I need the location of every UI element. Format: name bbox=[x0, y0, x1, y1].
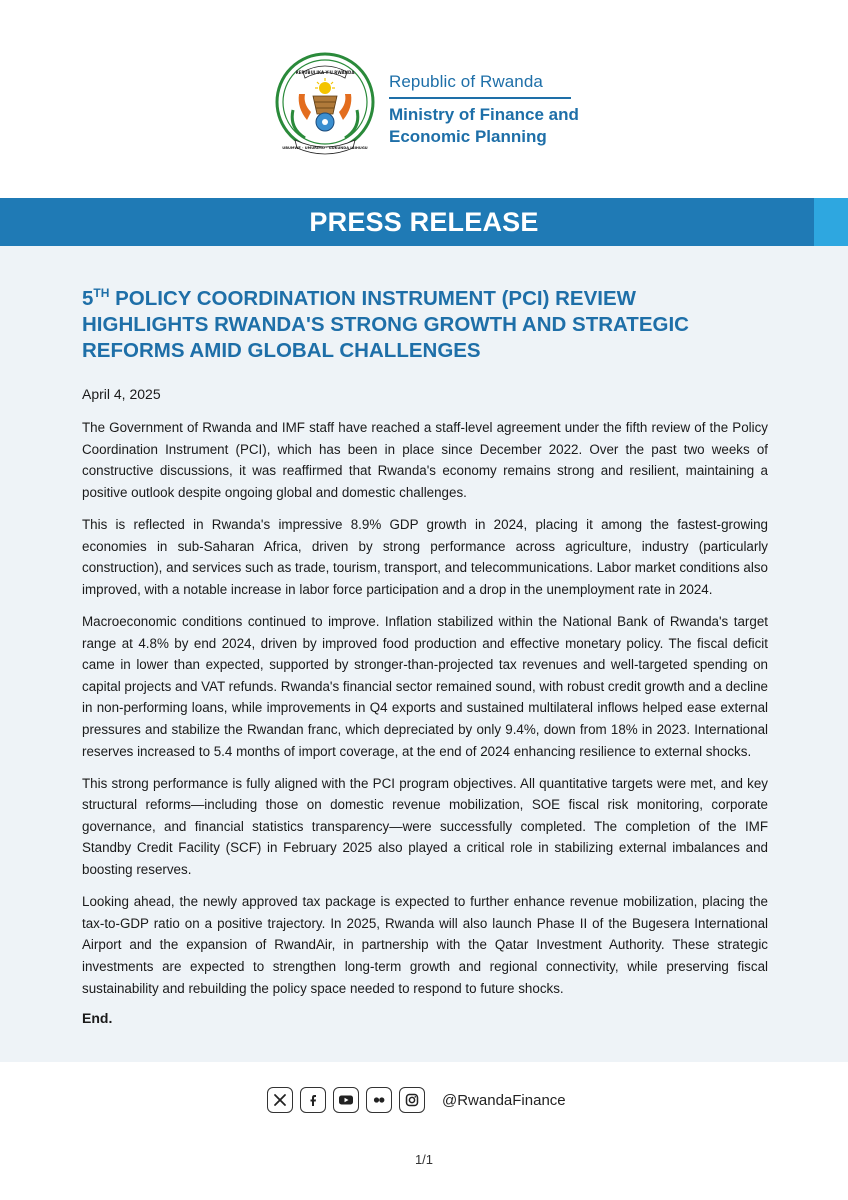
ministry-brand bbox=[389, 72, 579, 148]
headline-line1: POLICY COORDINATION INSTRUMENT (PCI) REVIEW bbox=[109, 287, 636, 310]
brand-ministry-line1: Ministry of Finance and bbox=[389, 104, 579, 124]
social-handle[interactable]: @RwandaFinance bbox=[442, 1091, 566, 1109]
release-date: April 4, 2025 bbox=[82, 386, 161, 402]
headline-line3: REFORMS AMID GLOBAL CHALLENGES bbox=[82, 339, 481, 362]
headline-ordinal: TH bbox=[93, 286, 110, 300]
svg-text:REPUBULIKA Y'U RWANDA: REPUBULIKA Y'U RWANDA bbox=[295, 70, 355, 75]
youtube-icon[interactable] bbox=[333, 1087, 359, 1113]
facebook-icon[interactable] bbox=[300, 1087, 326, 1113]
headline-number: 5 bbox=[82, 287, 94, 310]
page-number: 1/1 bbox=[414, 1152, 434, 1167]
letterhead bbox=[0, 0, 848, 198]
brand-divider bbox=[389, 97, 571, 99]
instagram-icon[interactable] bbox=[399, 1087, 425, 1113]
rwanda-coat-of-arms-seal bbox=[275, 50, 375, 166]
press-release-body bbox=[82, 417, 768, 1026]
paragraph: The Government of Rwanda and IMF staff have reached a staff-level agreement under the fifth review of the Policy Coordination Instrument (PCI), which has been in place since December 2022. Over the past two weeks of constructive discussions, it was reaffirmed that Rwanda's economy remains strong and resilient, maintaining a positive outlook despite ongoing global and domestic challenges. bbox=[82, 420, 768, 500]
flickr-icon[interactable] bbox=[366, 1087, 392, 1113]
svg-text:UBUMWE · UMURIMO · GUKUNDA IGI: UBUMWE · UMURIMO · GUKUNDA IGIHUGU bbox=[282, 146, 368, 150]
banner-title: PRESS RELEASE bbox=[309, 207, 539, 237]
paragraph: Macroeconomic conditions continued to improve. Inflation stabilized within the National Bank of Rwanda's target range at 4.8% by end 2024, driven by improved food production and effective monetary policy. The fiscal deficit came in lower than expected, supported by stronger-than-projected tax revenues and well-targeted spending on capital projects and VAT refunds. Rwanda's financial sector remained sound, with robust credit growth and a decline in non-performing loans, while improvements in Q4 exports and sustained multilateral inflows helped ease external pressures and stabilize the Rwandan franc, which depreciated by only 9.4%, down from 18% in 2023. International reserves increased to 5.4 months of import coverage, at the end of 2024 enhancing resilience to external shocks. bbox=[82, 613, 768, 759]
x-icon[interactable] bbox=[267, 1087, 293, 1113]
brand-country: Republic of Rwanda bbox=[389, 72, 543, 91]
headline-line2: HIGHLIGHTS RWANDA'S STRONG GROWTH AND STRATEGIC bbox=[82, 313, 689, 336]
brand-ministry-line2: Economic Planning bbox=[389, 126, 547, 146]
paragraph: This strong performance is fully aligned with the PCI program objectives. All quantitative targets were met, and key structural reforms—including those on domestic revenue mobilization, SOE fiscal risk monitoring, corporate governance, and financial statistics transparency—were successfully completed. The completion of the IMF Standby Credit Facility (SCF) in February 2025 also played a critical role in stabilizing external imbalances and boosting reserves. bbox=[82, 775, 768, 878]
social-links bbox=[267, 1086, 566, 1114]
press-release-banner bbox=[0, 198, 848, 246]
paragraph: This is reflected in Rwanda's impressive 8.9% GDP growth in 2024, placing it among the fastest-growing economies in sub-Saharan Africa, driven by strong performance across agriculture, industry (particularly construction), and services such as trade, tourism, transport, and telecommunications. Labor market conditions also improved, with a notable increase in labor force participation and a drop in the unemployment rate in 2024. bbox=[82, 516, 768, 597]
press-release-headline bbox=[82, 280, 772, 364]
end-marker: End. bbox=[82, 1009, 113, 1026]
paragraph: Looking ahead, the newly approved tax package is expected to further enhance revenue mobilization, placing the tax-to-GDP ratio on a positive trajectory. In 2025, Rwanda will also launch Phase II of the Bugesera International Airport and the expansion of RwandAir, in partnership with the Qatar Investment Authority. These strategic investments are expected to strengthen long-term growth and regional connectivity, while preserving fiscal sustainability and rebuilding the policy space needed to respond to future shocks. bbox=[82, 894, 768, 996]
